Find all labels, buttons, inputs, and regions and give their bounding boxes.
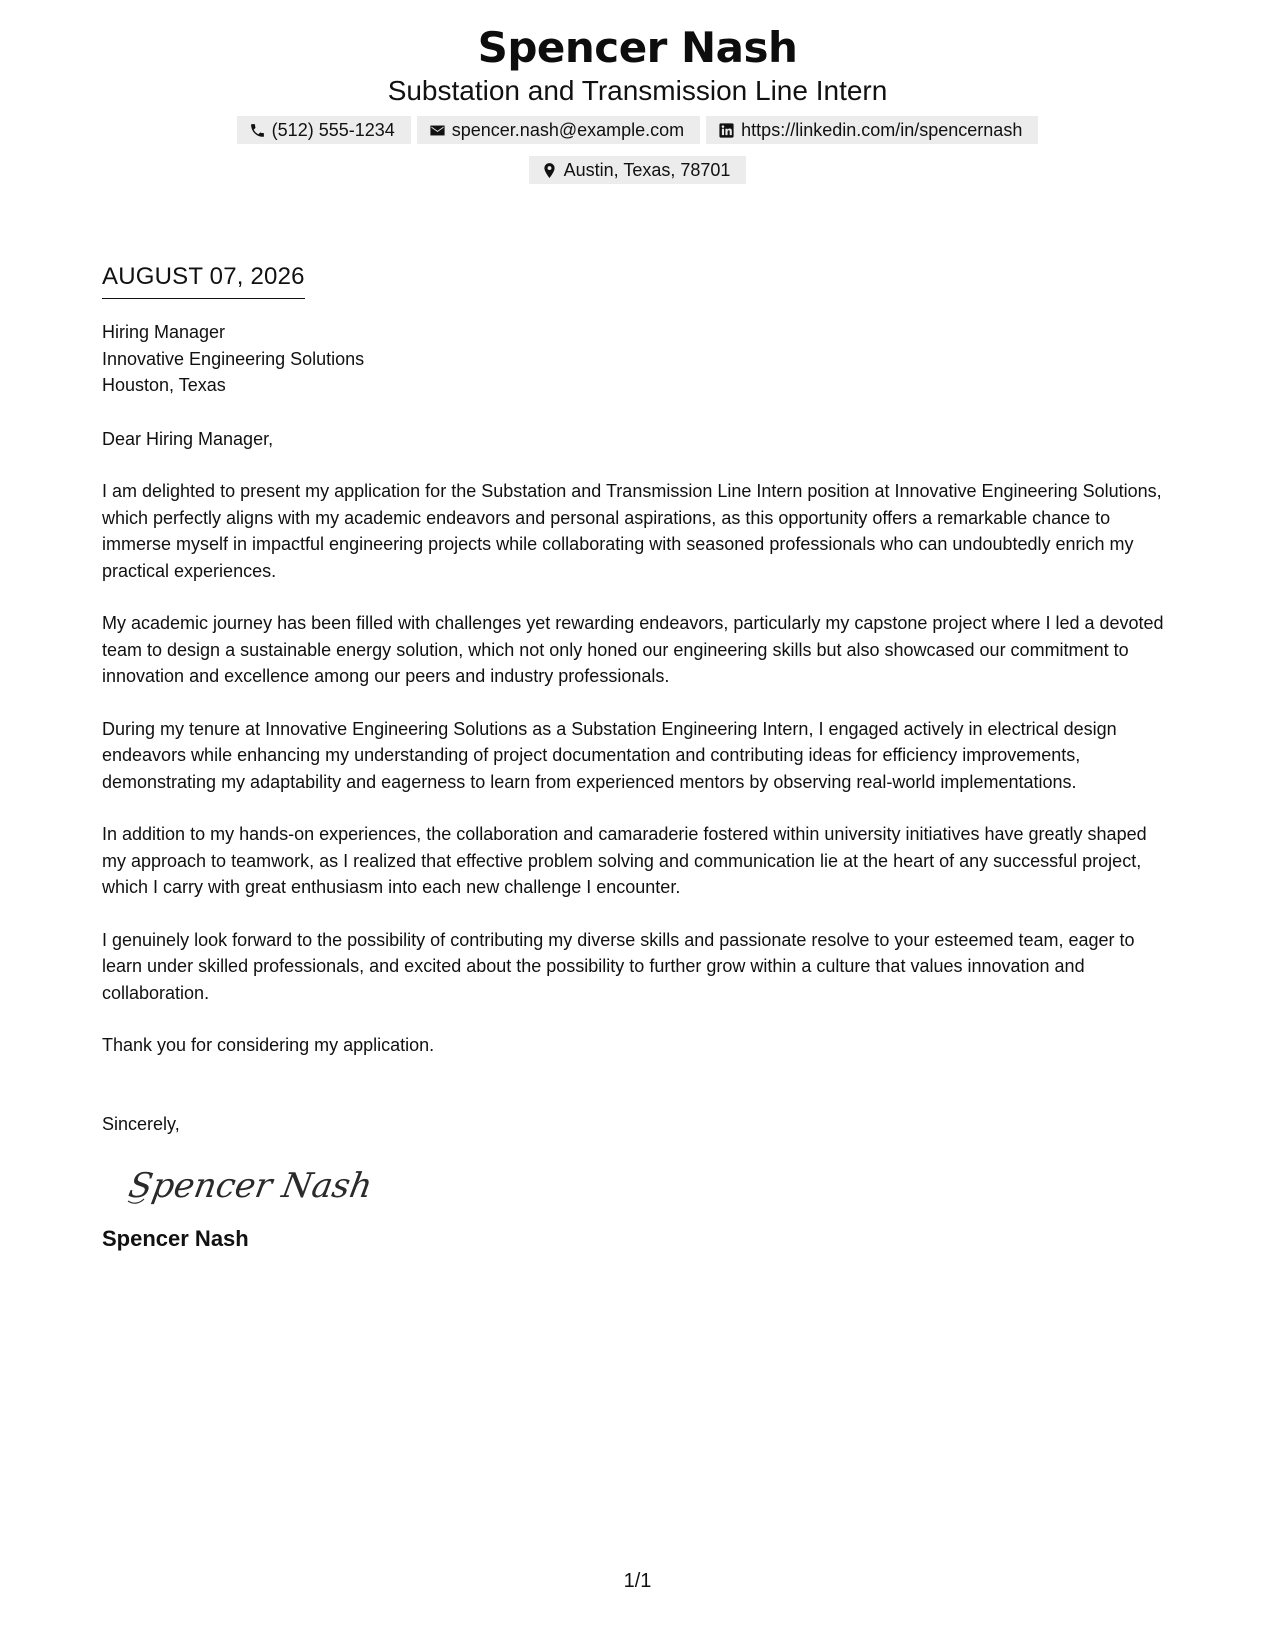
recipient-title: Hiring Manager (102, 322, 226, 342)
recipient-block (102, 319, 1172, 399)
phone-icon (249, 122, 266, 139)
handwritten-signature (124, 1159, 376, 1213)
linkedin-icon (718, 122, 735, 139)
body-paragraph-1: I am delighted to present my application for the Substation and Transmission Line Intern position at Innovative Engineering Solutions, which perfectly aligns with my academic endeavors and personal aspirations, as this opportunity offers a remarkable chance to immerse myself in impactful engineering projects while collaborating with seasoned professionals who can undoubtedly enrich my practical experiences. (102, 481, 1162, 581)
signer-name: Spencer Nash (102, 1226, 249, 1251)
page-indicator: 1/1 (623, 1570, 652, 1592)
closing-line: Sincerely, (102, 1113, 180, 1134)
letter-date: AUGUST 07, 2026 (102, 262, 305, 299)
body-paragraph-5: I genuinely look forward to the possibility of contributing my diverse skills and passionate resolve to your esteemed team, eager to learn under skilled professionals, and excited about the possibility to further grow within a culture that values innovation and collaboration. (102, 929, 1135, 1003)
location-text: Austin, Texas, 78701 (563, 160, 731, 180)
email-text: spencer.nash@example.com (451, 120, 685, 140)
phone-text: (512) 555-1234 (271, 120, 395, 140)
body-paragraph-4: In addition to my hands-on experiences, the collaboration and camaraderie fostered within university initiatives have greatly shaped my approach to teamwork, as I realized that effective problem solving and communication lie at the heart of any successful project, which I carry with great enthusiasm into each new challenge I encounter. (102, 824, 1147, 897)
letter-body (102, 262, 1172, 1253)
body-paragraph-2: My academic journey has been filled with challenges yet rewarding endeavors, particularly my capstone project where I led a devoted team to design a sustainable energy solution, which not only honed our engineering skills but also showcased our commitment to innovation and excellence among our peers and industry professionals. (102, 613, 1164, 686)
thank-you-line: Thank you for considering my application. (102, 1035, 435, 1055)
applicant-name: Spencer Nash (477, 23, 798, 72)
envelope-icon (429, 122, 446, 139)
linkedin-text: https://linkedin.com/in/spencernash (741, 120, 1023, 140)
body-paragraph-3: During my tenure at Innovative Engineering Solutions as a Substation Engineering Intern, I engaged actively in electrical design endeavors while enhancing my understanding of project documentation and contributing ideas for efficiency improvements, demonstrating my adaptability and eagerness to learn from experienced mentors by observing real-world implementations. (102, 718, 1117, 792)
letter-header (0, 22, 1275, 184)
contact-location (529, 156, 747, 184)
contact-email (417, 116, 700, 144)
svg-text:Spencer Nash: Spencer Nash (125, 1166, 376, 1206)
contact-phone (237, 116, 411, 144)
contact-bar (208, 116, 1068, 184)
salutation: Dear Hiring Manager, (102, 428, 274, 449)
recipient-location: Houston, Texas (102, 375, 226, 395)
recipient-company: Innovative Engineering Solutions (102, 348, 365, 369)
map-pin-icon (541, 162, 558, 179)
signature-drawing (124, 1159, 376, 1213)
contact-linkedin (706, 116, 1038, 144)
applicant-role: Substation and Transmission Line Intern (387, 75, 888, 106)
